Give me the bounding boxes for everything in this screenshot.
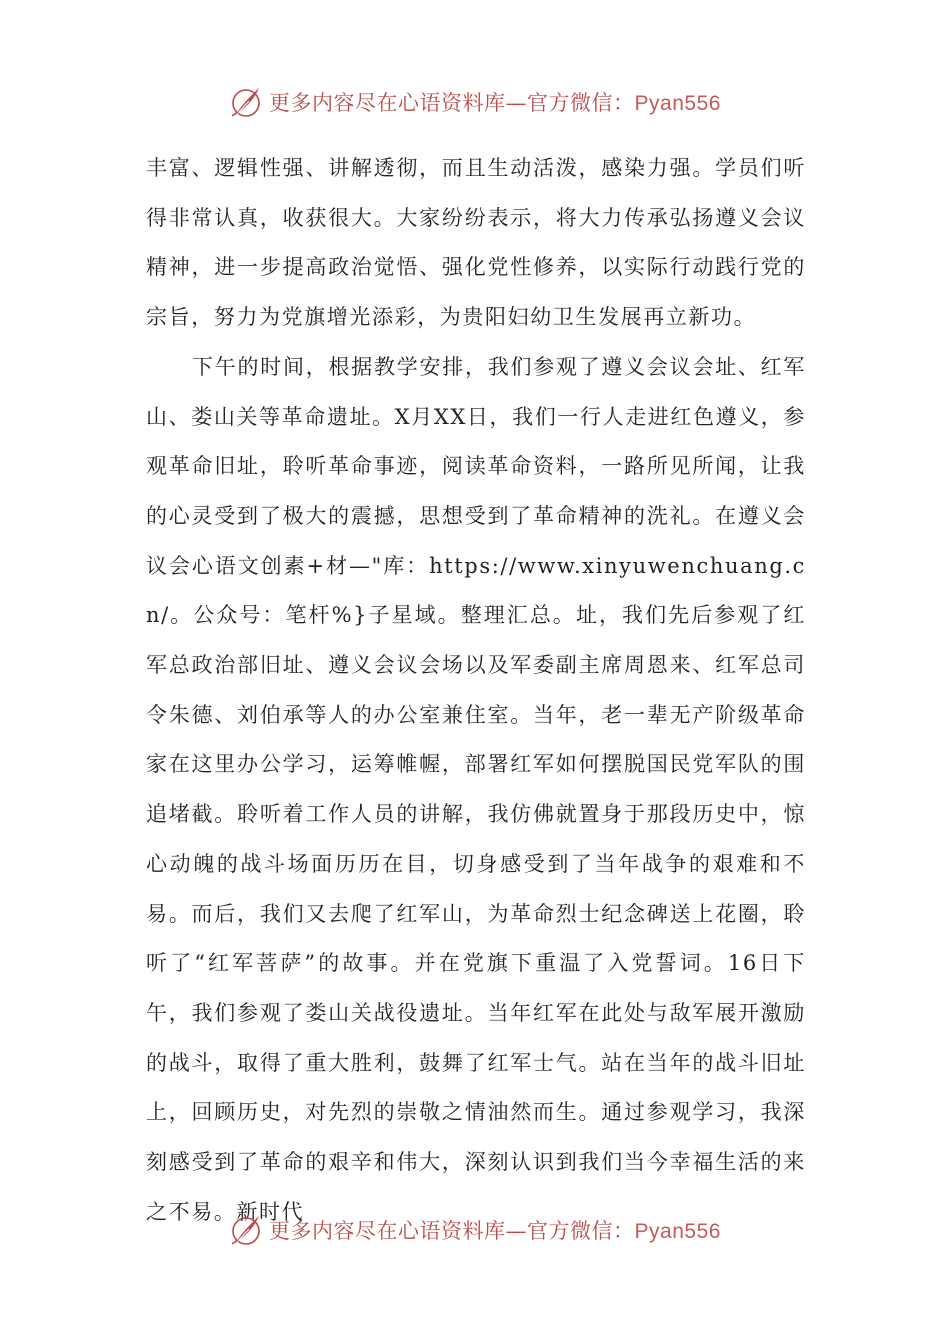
quill-pen-logo-icon [229,85,263,119]
header-banner-label: 更多内容尽在心语资料库—官方微信： [269,91,635,115]
header-banner-wechat-id: Pyan556 [634,92,721,115]
paragraph-1: 丰富、逻辑性强、讲解透彻，而且生动活泼，感染力强。学员们听得非常认真，收获很大。大家纷纷表示，将大力传承弘扬遵义会议精神，进一步提高政治觉悟、强化党性修养，以实际行动践行党的宗旨，努力为党旗增光添彩，为贵阳妇幼卫生发展再立新功。 [146,156,806,330]
paragraph-2: 下午的时间，根据教学安排，我们参观了遵义会议会址、红军山、娄山关等革命遗址。X月XX日，我们一行人走进红色遵义，参观革命旧址，聆听革命事迹，阅读革命资料，一路所见所闻，让我的心灵受到了极大的震撼，思想受到了革命精神的洗礼。在遵义会议会心语文创素+材—"库：https://www.xinyuwenchuang.cn/。公众号：笔杆%}子星域。整理汇总。址，我们先后参观了红军总政治部旧址、遵义会议会场以及军委副主席周恩来、红军总司令朱德、刘伯承等人的办公室兼住室。当年，老一辈无产阶级革命家在这里办公学习，运筹帷幄，部署红军如何摆脱国民党军队的围追堵截。聆听着工作人员的讲解，我仿佛就置身于那段历史中，惊心动魄的战斗场面历历在目，切身感受到了当年战争的艰难和不易。而后，我们又去爬了红军山，为革命烈士纪念碑送上花圈，聆听了“红军菩萨”的故事。并在党旗下重温了入党誓词。16日下午，我们参观了娄山关战役遗址。当年红军在此处与敌军展开激励的战斗，取得了重大胜利，鼓舞了红军士气。站在当年的战斗旧址上，回顾历史，对先烈的崇敬之情油然而生。通过参观学习，我深刻感受到了革命的艰辛和伟大，深刻认识到我们当今幸福生活的来之不易。新时代 [146,354,806,1224]
quill-pen-logo-icon [229,1213,263,1247]
footer-banner-wechat-id: Pyan556 [634,1220,721,1243]
footer-banner-label: 更多内容尽在心语资料库—官方微信： [269,1219,635,1243]
document-body [146,144,806,1237]
header-banner [0,82,950,122]
footer-banner-text [269,1215,721,1245]
footer-banner [0,1210,950,1250]
header-banner-text [269,87,721,117]
